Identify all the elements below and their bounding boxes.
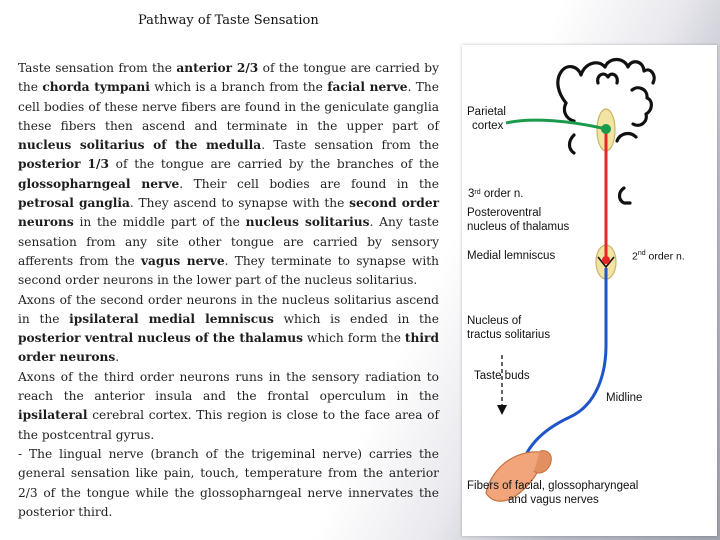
label-fibers-2: and vagus nerves bbox=[508, 494, 599, 506]
bold-term: third order neurons bbox=[18, 331, 439, 365]
cortex-synapse bbox=[601, 124, 611, 134]
bold-term: vagus nerve bbox=[140, 253, 225, 268]
label-second-order: 2nd order n. bbox=[632, 250, 685, 263]
text-run: Axons of the third order neurons runs in the sensory radiation to reach the anterior insula and the frontal operculum in the bbox=[18, 369, 439, 404]
arrow-down-icon bbox=[497, 405, 507, 415]
label-fibers-1: Fibers of facial, glossopharyngeal bbox=[467, 480, 639, 492]
label-midline: Midline bbox=[606, 392, 643, 404]
paragraph-4 bbox=[18, 445, 439, 522]
label-nucleus-1: Nucleus of bbox=[467, 315, 522, 327]
text-run: . They terminate to synapse with second order neurons in the lower part of the nucleus solitarius. bbox=[18, 253, 439, 288]
bold-term: glossopharngeal nerve bbox=[18, 176, 180, 191]
text-run: Axons of the second order neurons in the nucleus solitarius ascend in the bbox=[18, 292, 439, 326]
paragraph-1 bbox=[18, 59, 439, 291]
bold-term: nucleus solitarius bbox=[245, 215, 370, 230]
text-run: . Their cell bodies are found in the bbox=[179, 176, 439, 191]
second-order-axon bbox=[520, 268, 606, 473]
label-parietal-1: Parietal bbox=[467, 106, 506, 118]
thalamus-synapse bbox=[602, 256, 610, 264]
slide-title: Pathway of Taste Sensation bbox=[138, 13, 319, 28]
bold-term: second order neurons bbox=[18, 196, 440, 230]
diagram-svg bbox=[462, 45, 717, 536]
text-run: which form the bbox=[302, 331, 405, 346]
text-run: in the middle part of the bbox=[73, 215, 246, 230]
bold-term: facial nerve bbox=[327, 80, 408, 95]
label-nucleus-2: tractus solitarius bbox=[467, 329, 551, 341]
body-text bbox=[18, 59, 439, 522]
bold-term: ipsilateral bbox=[18, 408, 88, 423]
taste-pathway-diagram bbox=[462, 45, 717, 536]
text-run: - The lingual nerve (branch of the trigeminal nerve) carries the general sensation like pain, touch, temperature from the anterior 2/3 of the tongue while the glossopharngeal nerve innervates the posterior third. bbox=[18, 446, 439, 519]
text-run: of the tongue are carried by the branches of the bbox=[108, 157, 440, 172]
label-posteroventral-1: Posteroventral bbox=[467, 207, 542, 219]
bold-term: nucleus solitarius of the medulla bbox=[18, 138, 262, 153]
text-run: which is ended in the bbox=[273, 311, 439, 326]
text-run: . Taste sensation from the bbox=[261, 138, 439, 153]
cortical-projection bbox=[506, 120, 606, 129]
label-taste-buds: Taste buds bbox=[474, 370, 530, 382]
text-run: Taste sensation from the bbox=[18, 61, 177, 75]
label-parietal-2: cortex bbox=[472, 120, 504, 132]
text-run: which is a branch from the bbox=[149, 80, 328, 95]
text-run: cerebral cortex. This region is close to the face area of the postcentral gyrus. bbox=[18, 408, 439, 442]
text-run: of the tongue are carried by the bbox=[18, 61, 439, 95]
bold-term: chorda tympani bbox=[42, 80, 150, 95]
text-run: . Any taste sensation from any site other tongue are carried by sensory afferents from the bbox=[18, 215, 440, 268]
label-posteroventral-2: nucleus of thalamus bbox=[467, 221, 570, 233]
text-run: . The cell bodies of these nerve fibers are found in the geniculate ganglia these fibers then ascend and terminate in the upper part of bbox=[18, 80, 439, 133]
label-third-order: 3rd order n. bbox=[468, 188, 524, 200]
bold-term: anterior 2/3 bbox=[176, 61, 259, 75]
paragraph-2 bbox=[18, 291, 439, 368]
bold-term: posterior ventral nucleus of the thalamus bbox=[18, 331, 303, 346]
paragraph-3 bbox=[18, 368, 439, 445]
bold-term: posterior 1/3 bbox=[18, 157, 109, 172]
bold-term: petrosal ganglia bbox=[18, 196, 130, 211]
bold-term: ipsilateral medial lemniscus bbox=[69, 311, 274, 326]
text-run: . bbox=[115, 350, 120, 365]
text-run: . They ascend to synapse with the bbox=[129, 196, 350, 211]
label-medial-lemniscus: Medial lemniscus bbox=[467, 250, 556, 262]
